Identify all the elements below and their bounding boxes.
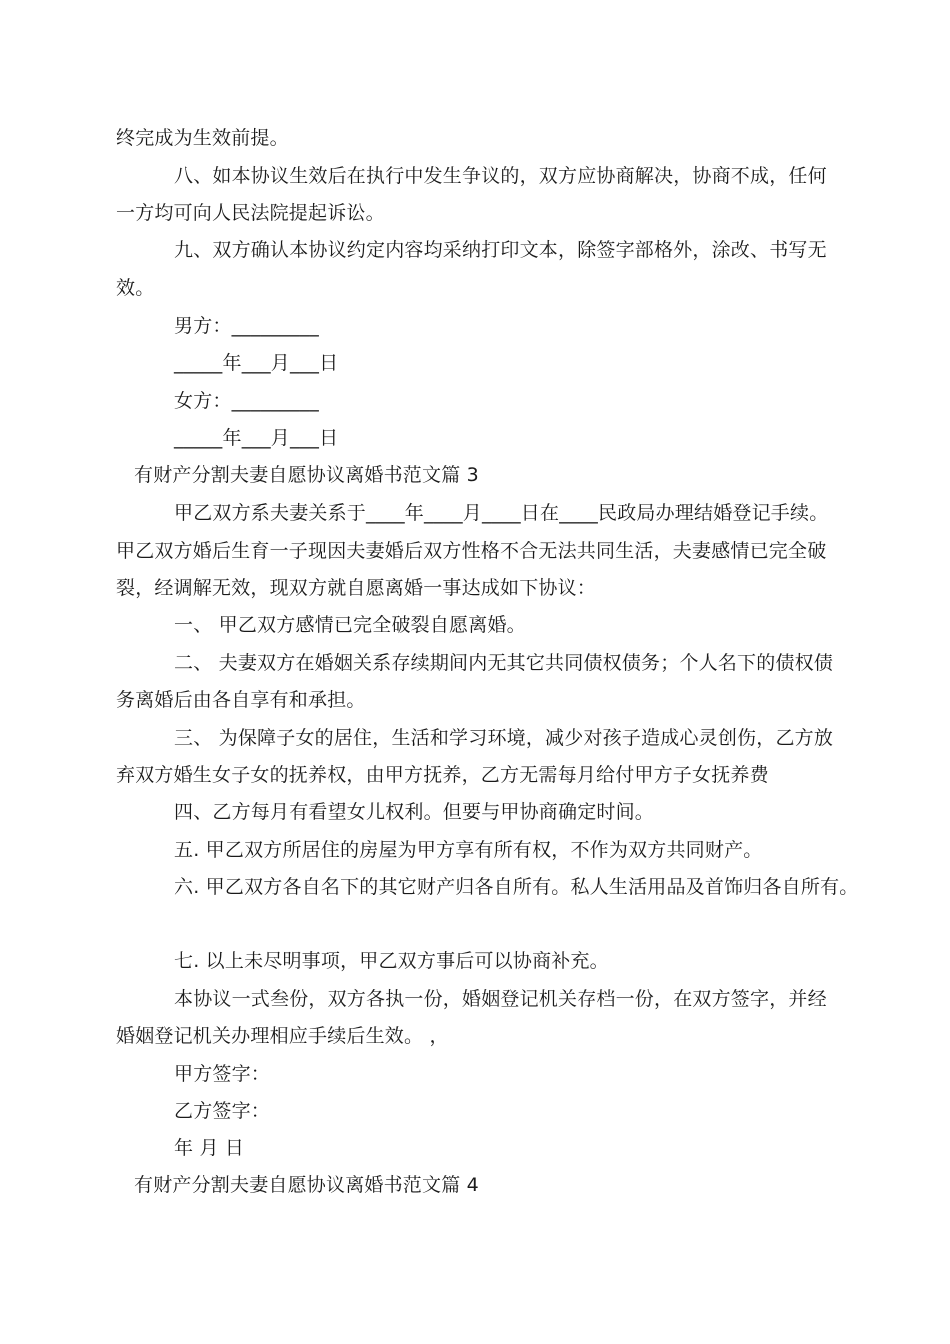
clause-7-line: 七. 以上未尽明事项，甲乙双方事后可以协商补充。 — [174, 950, 609, 972]
clause-3-line-2: 弃双方婚生女子女的抚养权，由甲方抚养，乙方无需每月给付甲方子女抚养费 — [116, 764, 769, 786]
paragraph-line: 终完成为生效前提。 — [116, 127, 289, 149]
female-signature-line: 女方：_________ — [174, 390, 319, 412]
section-heading-3: 有财产分割夫妻自愿协议离婚书范文篇 3 — [134, 464, 479, 486]
clause-3-line-1: 三、 为保障子女的居住，生活和学习环境，减少对孩子造成心灵创伤，乙方放 — [174, 727, 834, 749]
clause-1-line: 一、 甲乙双方感情已完全破裂自愿离婚。 — [174, 614, 526, 636]
section-heading-4: 有财产分割夫妻自愿协议离婚书范文篇 4 — [134, 1174, 479, 1196]
copies-line-1: 本协议一式叁份，双方各执一份，婚姻登记机关存档一份，在双方签字，并经 — [174, 988, 827, 1010]
party-b-signature: 乙方签字： — [174, 1100, 271, 1122]
signature-date: 年 月 日 — [174, 1137, 245, 1159]
clause-5-line: 五. 甲乙双方所居住的房屋为甲方享有所有权，不作为双方共同财产。 — [174, 839, 763, 861]
male-signature-line: 男方：_________ — [174, 315, 319, 337]
clause-9-line-2: 效。 — [116, 277, 155, 299]
intro-line-1: 甲乙双方系夫妻关系于____年____月____日在____民政局办理结婚登记手续。 — [174, 502, 829, 524]
clause-8-line-1: 八、如本协议生效后在执行中发生争议的，双方应协商解决，协商不成，任何 — [174, 165, 827, 187]
female-date-line: _____年___月___日 — [174, 427, 339, 449]
clause-8-line-2: 一方均可向人民法院提起诉讼。 — [116, 202, 385, 224]
male-date-line: _____年___月___日 — [174, 352, 339, 374]
copies-line-2: 婚姻登记机关办理相应手续后生效。 ， — [116, 1025, 449, 1047]
clause-9-line-1: 九、双方确认本协议约定内容均采纳打印文本，除签字部格外，涂改、书写无 — [174, 239, 827, 261]
intro-line-2: 甲乙双方婚后生育一子现因夫妻婚后双方性格不合无法共同生活，夫妻感情已完全破 — [116, 540, 827, 562]
party-a-signature: 甲方签字： — [174, 1063, 271, 1085]
clause-2-line-1: 二、 夫妻双方在婚姻关系存续期间内无其它共同债权债务；个人名下的债权债 — [174, 652, 834, 674]
clause-2-line-2: 务离婚后由各自享有和承担。 — [116, 689, 366, 711]
clause-4-line: 四、乙方每月有看望女儿权利。但要与甲协商确定时间。 — [174, 801, 655, 823]
clause-6-line: 六. 甲乙双方各自名下的其它财产归各自所有。私人生活用品及首饰归各自所有。 — [174, 876, 859, 898]
intro-line-3: 裂，经调解无效，现双方就自愿离婚一事达成如下协议： — [116, 577, 597, 599]
